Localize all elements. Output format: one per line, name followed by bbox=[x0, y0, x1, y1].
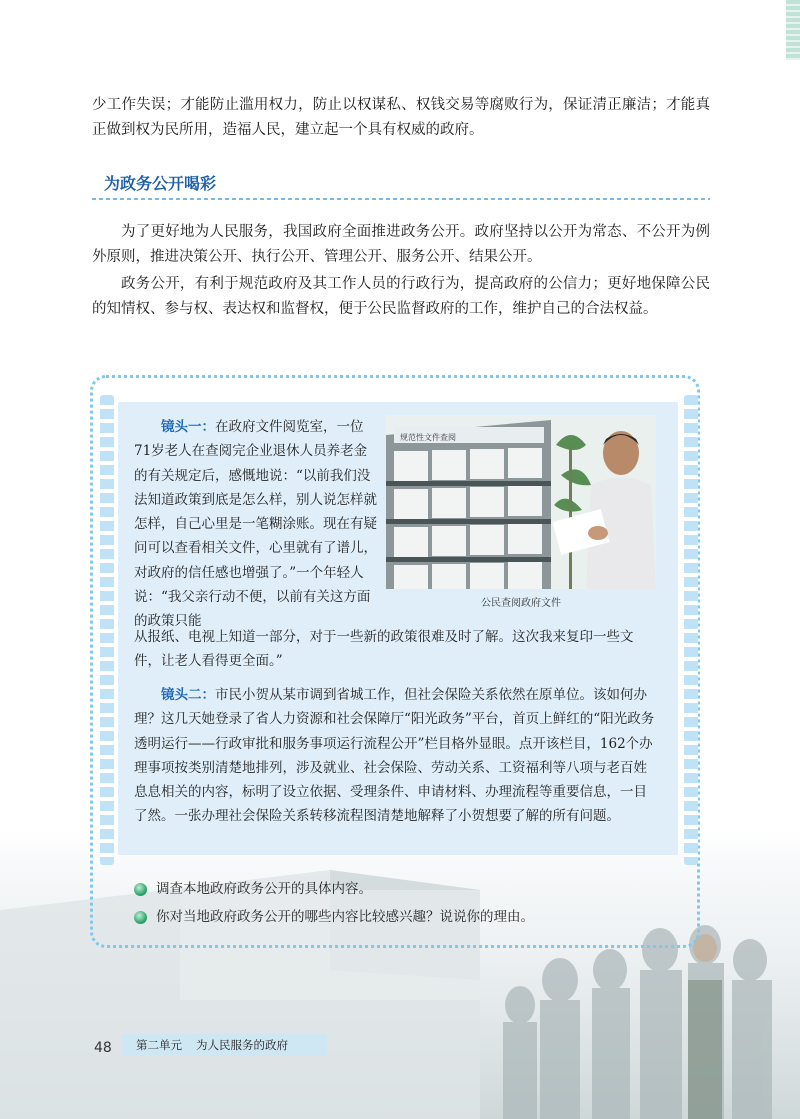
shot2-text bbox=[134, 683, 656, 829]
photo-sign-text: 规范性文件查阅 bbox=[400, 433, 456, 442]
page-edge-tab bbox=[786, 0, 800, 60]
question-text: 你对当地政府政务公开的哪些内容比较感兴趣？说说你的理由。 bbox=[156, 909, 534, 925]
section-title-underline bbox=[92, 198, 710, 200]
shot2-lead: 镜头二： bbox=[161, 687, 215, 703]
shot1-body: 在政府文件阅览室，一位71岁老人在查阅完企业退休人员养老金的有关规定后，感慨地说：“以前我们没法知道政策到底是怎么样，别人说怎样就怎样，自己心里是一笔糊涂账。现在有疑问可以查看相关文件，心里就有了谱儿，对政府的信任感也增强了。”一个年轻人说：“我父亲行动不便，以前有关这方面的政策只能 bbox=[134, 419, 377, 630]
page-number: 48 bbox=[94, 1040, 112, 1056]
question-item bbox=[134, 875, 534, 903]
section-paragraph-1: 为了更好地为人民服务，我国政府全面推进政务公开。政府坚持以公开为常态、不公开为例外原则，推进决策公开、执行公开、管理公开、服务公开、结果公开。 bbox=[92, 224, 710, 265]
shot1-text bbox=[134, 415, 378, 634]
footer-unit-label bbox=[122, 1034, 327, 1056]
question-item bbox=[134, 903, 534, 931]
unit-title: 为人民服务的政府 bbox=[196, 1038, 288, 1052]
case-box-right-stripe bbox=[684, 395, 698, 865]
green-bullet-icon bbox=[134, 911, 147, 924]
shot1-text-continued: 从报纸、电视上知道一部分，对于一些新的政策很难及时了解。这次我来复印一些文件，让老人看得更全面。” bbox=[134, 629, 634, 670]
intro-paragraph: 少工作失误；才能防止滥用权力，防止以权谋私、权钱交易等腐败行为，保证清正廉洁；才能真正做到权为民所用，造福人民，建立起一个具有权威的政府。 bbox=[92, 97, 710, 138]
green-bullet-icon bbox=[134, 883, 147, 896]
section-paragraph-2: 政务公开，有利于规范政府及其工作人员的行政行为，提高政府的公信力；更好地保障公民的知情权、参与权、表达权和监督权，便于公民监督政府的工作，维护自己的合法权益。 bbox=[92, 276, 710, 317]
question-text: 调查本地政府政务公开的具体内容。 bbox=[156, 881, 372, 897]
shot2-body: 市民小贺从某市调到省城工作，但社会保险关系依然在原单位。该如何办理？这几天她登录了省人力资源和社会保障厅“阳光政务”平台，首页上鲜红的“阳光政务透明运行——行政审批和服务事项运行流程公开”栏目格外显眼。点开该栏目，162个办理事项按类别清楚地排列，涉及就业、社会保险、劳动关系、工资福利等八项与老百姓息息相关的内容，标明了设立依据、受理条件、申请材料、办理流程等重要信息，一目了然。一张办理社会保险关系转移流程图清楚地解释了小贺想要了解的所有问题。 bbox=[134, 687, 655, 825]
question-list bbox=[134, 875, 534, 931]
unit-number: 第二单元 bbox=[136, 1038, 182, 1052]
photo-reading-documents bbox=[386, 415, 656, 589]
section-title: 为政务公开喝彩 bbox=[104, 174, 217, 193]
shot1-lead: 镜头一： bbox=[161, 419, 215, 435]
photo-caption: 公民查阅政府文件 bbox=[481, 598, 561, 609]
case-box-left-stripe bbox=[100, 395, 114, 865]
